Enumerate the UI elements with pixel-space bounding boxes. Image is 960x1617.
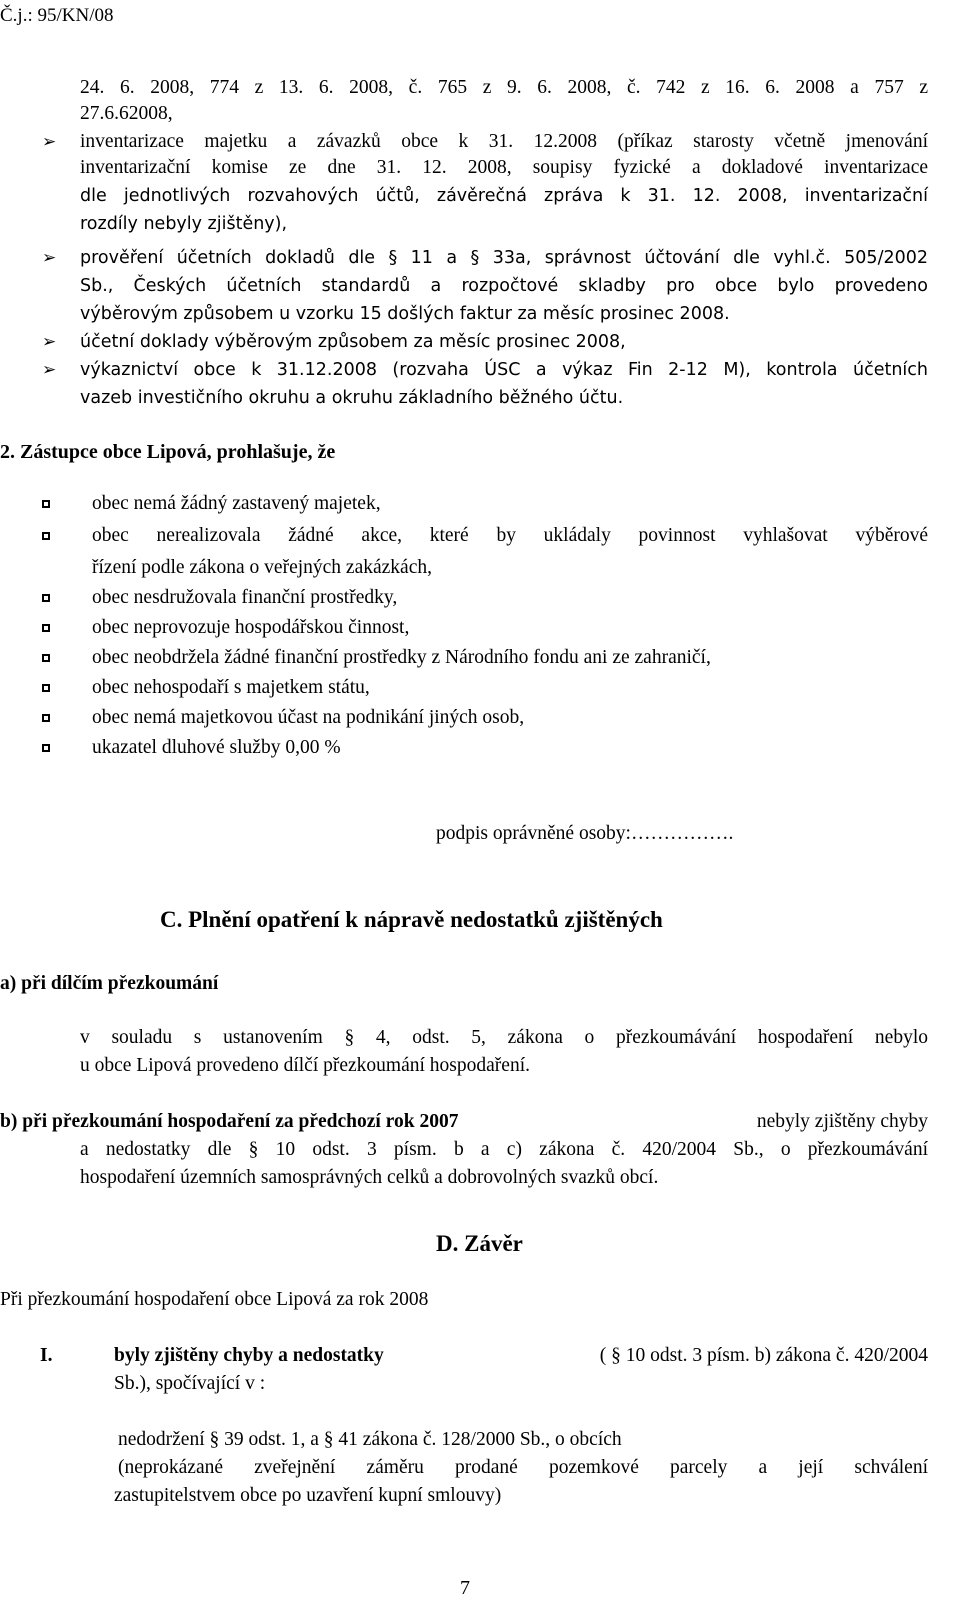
document-reference: Č.j.: 95/KN/08 (0, 5, 114, 26)
paragraph-line: v souladu s ustanovením § 4, odst. 5, zákona o přezkoumávání hospodaření nebylo (80, 1027, 928, 1048)
list-text-line: účetní doklady výběrovým způsobem za měsíc prosinec 2008, (80, 332, 626, 352)
detail-line: (neprokázané zveřejnění záměru prodané pozemkové parcely a její schválení (118, 1457, 928, 1478)
list-text-line: prověření účetních dokladů dle § 11 a § 33a, správnost účtování dle vyhl.č. 505/2002 (80, 248, 928, 268)
finding-line: Sb.), spočívající v : (114, 1373, 266, 1394)
subsection-label: b) při přezkoumání hospodaření za předchozí rok 2007 (0, 1111, 459, 1132)
list-item: obec nesdružovala finanční prostředky, (92, 587, 398, 608)
finding-reference: ( § 10 odst. 3 písm. b) zákona č. 420/2004 (599, 1345, 928, 1366)
roman-numeral: I. (40, 1345, 53, 1366)
list-text-line: vazeb investičního okruhu a okruhu základního běžného účtu. (80, 388, 624, 408)
list-text-line: výkaznictví obce k 31.12.2008 (rozvaha ÚSC a výkaz Fin 2-12 M), kontrola účetních (80, 360, 928, 380)
list-text-line: inventarizační komise ze dne 31. 12. 2008, soupisy fyzické a dokladové inventarizace (80, 157, 928, 178)
signature-line: podpis oprávněné osoby:……………. (436, 823, 734, 844)
list-text-line: inventarizace majetku a závazků obce k 31. 12.2008 (příkaz starosty včetně jmenování (80, 131, 928, 152)
section-heading: 2. Zástupce obce Lipová, prohlašuje, že (0, 441, 336, 463)
list-item: řízení podle zákona o veřejných zakázkách, (92, 557, 432, 578)
arrow-bullet-icon: ➢ (42, 332, 57, 352)
list-text-line: výběrovým způsobem u vzorku 15 došlých faktur za měsíc prosinec 2008. (80, 304, 730, 324)
list-item: obec neobdržela žádné finanční prostředky z Národního fondu ani ze zahraničí, (92, 647, 711, 668)
section-heading: C. Plnění opatření k nápravě nedostatků zjištěných (160, 907, 663, 932)
list-text-line: rozdíly nebyly zjištěny), (80, 214, 288, 234)
finding-line (114, 1344, 928, 1368)
paragraph-text: nebyly zjištěny chyby (756, 1111, 928, 1132)
list-item: obec nemá žádný zastavený majetek, (92, 493, 381, 514)
arrow-bullet-icon: ➢ (42, 132, 57, 152)
list-text-line: 24. 6. 2008, 774 z 13. 6. 2008, č. 765 z 9. 6. 2008, č. 742 z 16. 6. 2008 a 757 z (80, 77, 928, 98)
arrow-bullet-icon: ➢ (42, 248, 57, 268)
list-item: obec neprovozuje hospodářskou činnost, (92, 617, 410, 638)
square-bullet-icon (42, 532, 50, 540)
list-text-line: Sb., Českých účetních standardů a rozpočtové skladby pro obce bylo provedeno (80, 276, 928, 296)
finding-title: byly zjištěny chyby a nedostatky (114, 1345, 384, 1366)
paragraph-line: a nedostatky dle § 10 odst. 3 písm. b a c) zákona č. 420/2004 Sb., o přezkoumávání (80, 1139, 928, 1160)
list-text-line: 27.6.62008, (80, 103, 173, 124)
square-bullet-icon (42, 744, 50, 752)
list-item: ukazatel dluhové služby 0,00 % (92, 737, 341, 758)
subsection-b-line (0, 1110, 928, 1134)
paragraph-line: hospodaření územních samosprávných celků a dobrovolných svazků obcí. (80, 1167, 659, 1188)
square-bullet-icon (42, 654, 50, 662)
detail-line: zastupitelstvem obce po uzavření kupní smlouvy) (114, 1485, 502, 1506)
paragraph-line: Při přezkoumání hospodaření obce Lipová za rok 2008 (0, 1289, 429, 1310)
list-item: obec nemá majetkovou účast na podnikání jiných osob, (92, 707, 525, 728)
arrow-bullet-icon: ➢ (42, 360, 57, 380)
subsection-label: a) při dílčím přezkoumání (0, 973, 219, 994)
square-bullet-icon (42, 714, 50, 722)
paragraph-line: u obce Lipová provedeno dílčí přezkoumání hospodaření. (80, 1055, 530, 1076)
list-item: obec nerealizovala žádné akce, které by ukládaly povinnost vyhlašovat výběrové (92, 525, 928, 546)
section-heading: D. Závěr (436, 1231, 523, 1256)
square-bullet-icon (42, 624, 50, 632)
detail-line: nedodržení § 39 odst. 1, a § 41 zákona č. 128/2000 Sb., o obcích (118, 1429, 622, 1450)
square-bullet-icon (42, 684, 50, 692)
square-bullet-icon (42, 500, 50, 508)
list-item: obec nehospodaří s majetkem státu, (92, 677, 370, 698)
list-text-line: dle jednotlivých rozvahových účtů, závěrečná zpráva k 31. 12. 2008, inventarizační (80, 186, 928, 206)
page-number: 7 (460, 1577, 470, 1599)
square-bullet-icon (42, 594, 50, 602)
